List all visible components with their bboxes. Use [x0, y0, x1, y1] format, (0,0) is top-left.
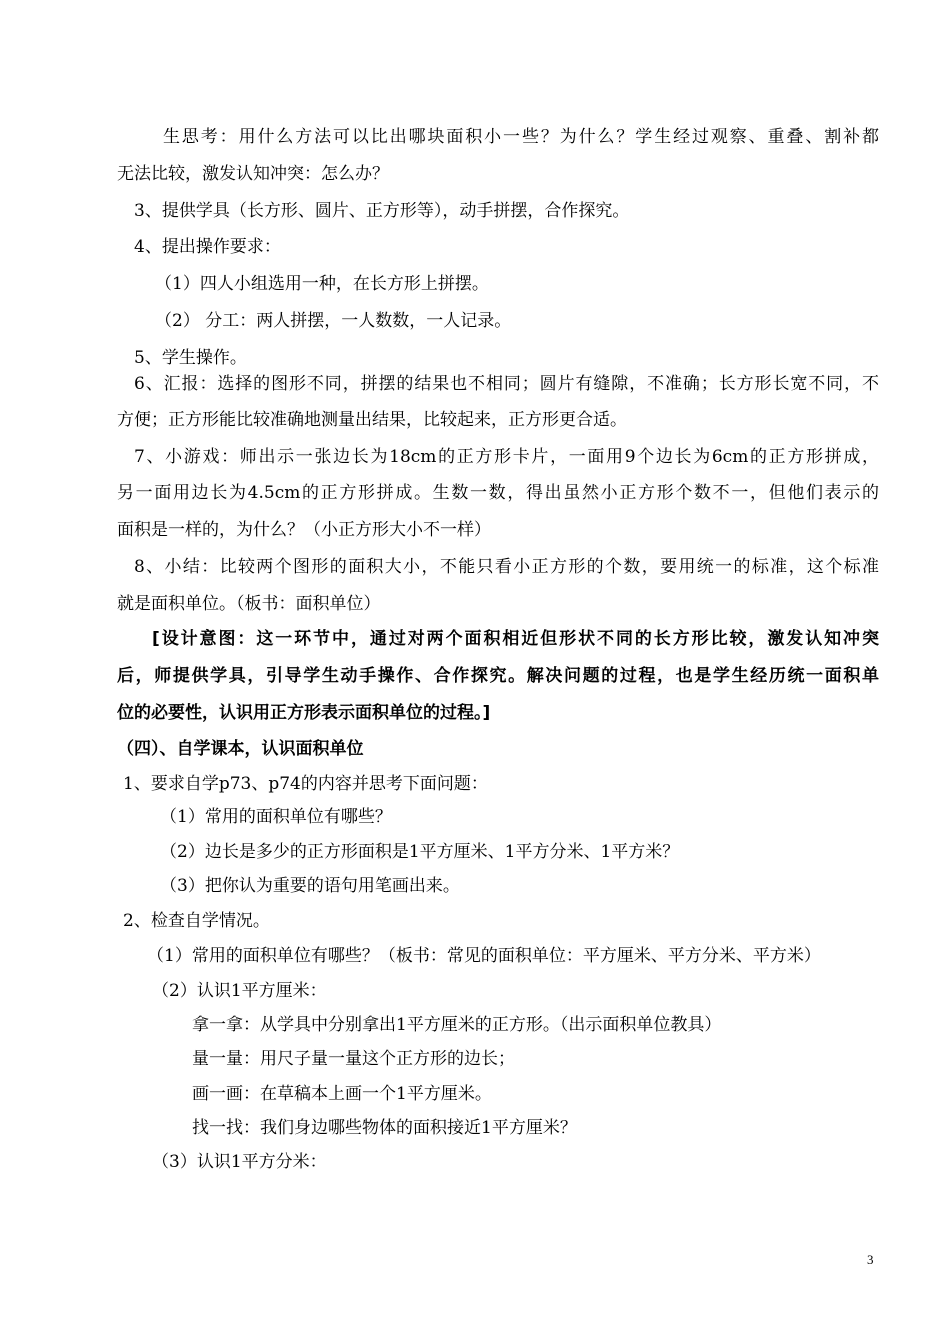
paragraph-line: （2）认识1平方厘米：: [152, 981, 327, 1001]
paragraph-line: 7、小游戏：师出示一张边长为18cm的正方形卡片，一面用9个边长为6cm的正方形拼成，: [134, 447, 879, 467]
paragraph-line: 4、提出操作要求：: [134, 237, 281, 257]
paragraph-line: 无法比较，激发认知冲突：怎么办？: [117, 164, 389, 184]
design-note-line: [设计意图：这一环节中，通过对两个面积相近但形状不同的长方形比较，激发认知冲突: [152, 629, 879, 649]
paragraph-line: 画一画：在草稿本上画一个1平方厘米。: [192, 1084, 492, 1104]
paragraph-line: 3、提供学具（长方形、圆片、正方形等），动手拼摆，合作探究。: [134, 201, 630, 221]
paragraph-line: 6、汇报：选择的图形不同，拼摆的结果也不相同；圆片有缝隙，不准确；长方形长宽不同，不: [134, 374, 879, 394]
paragraph-line: 5、学生操作。: [134, 348, 247, 368]
paragraph-line: （3）认识1平方分米：: [152, 1152, 327, 1172]
paragraph-line: 2、检查自学情况。: [123, 911, 270, 931]
paragraph-line: （1）四人小组选用一种，在长方形上拼摆。: [155, 274, 489, 294]
paragraph-line: （2）边长是多少的正方形面积是1平方厘米、1平方分米、1平方米？: [160, 842, 680, 862]
section-heading: （四）、自学课本，认识面积单位: [117, 739, 364, 759]
paragraph-line: 生思考：用什么方法可以比出哪块面积小一些？为什么？学生经过观察、重叠、割补都: [163, 127, 879, 147]
design-note-line: 位的必要性，认识用正方形表示面积单位的过程。]: [117, 703, 491, 723]
paragraph-line: 就是面积单位。（板书：面积单位）: [117, 594, 381, 614]
paragraph-line: 8、小结：比较两个图形的面积大小，不能只看小正方形的个数，要用统一的标准，这个标准: [134, 557, 879, 577]
paragraph-line: 方便；正方形能比较准确地测量出结果，比较起来，正方形更合适。: [117, 410, 627, 430]
paragraph-line: 面积是一样的，为什么？（小正方形大小不一样）: [117, 520, 491, 540]
paragraph-line: （1）常用的面积单位有哪些？（板书：常见的面积单位：平方厘米、平方分米、平方米）: [147, 946, 821, 966]
paragraph-line: （1）常用的面积单位有哪些？: [160, 807, 392, 827]
paragraph-line: 找一找：我们身边哪些物体的面积接近1平方厘米？: [192, 1118, 577, 1138]
page-number: 3: [867, 1252, 874, 1267]
paragraph-line: 拿一拿：从学具中分别拿出1平方厘米的正方形。（出示面积单位教具）: [192, 1015, 722, 1035]
paragraph-line: 另一面用边长为4.5cm的正方形拼成。生数一数，得出虽然小正方形个数不一，但他们表示的: [117, 483, 879, 503]
design-note-line: 后，师提供学具，引导学生动手操作、合作探究。解决问题的过程，也是学生经历统一面积单: [117, 666, 879, 686]
paragraph-line: （3）把你认为重要的语句用笔画出来。: [160, 876, 460, 896]
paragraph-line: （2） 分工：两人拼摆，一人数数，一人记录。: [155, 311, 512, 331]
paragraph-line: 1、要求自学p73、p74的内容并思考下面问题：: [123, 774, 488, 794]
paragraph-line: 量一量：用尺子量一量这个正方形的边长；: [192, 1049, 515, 1069]
